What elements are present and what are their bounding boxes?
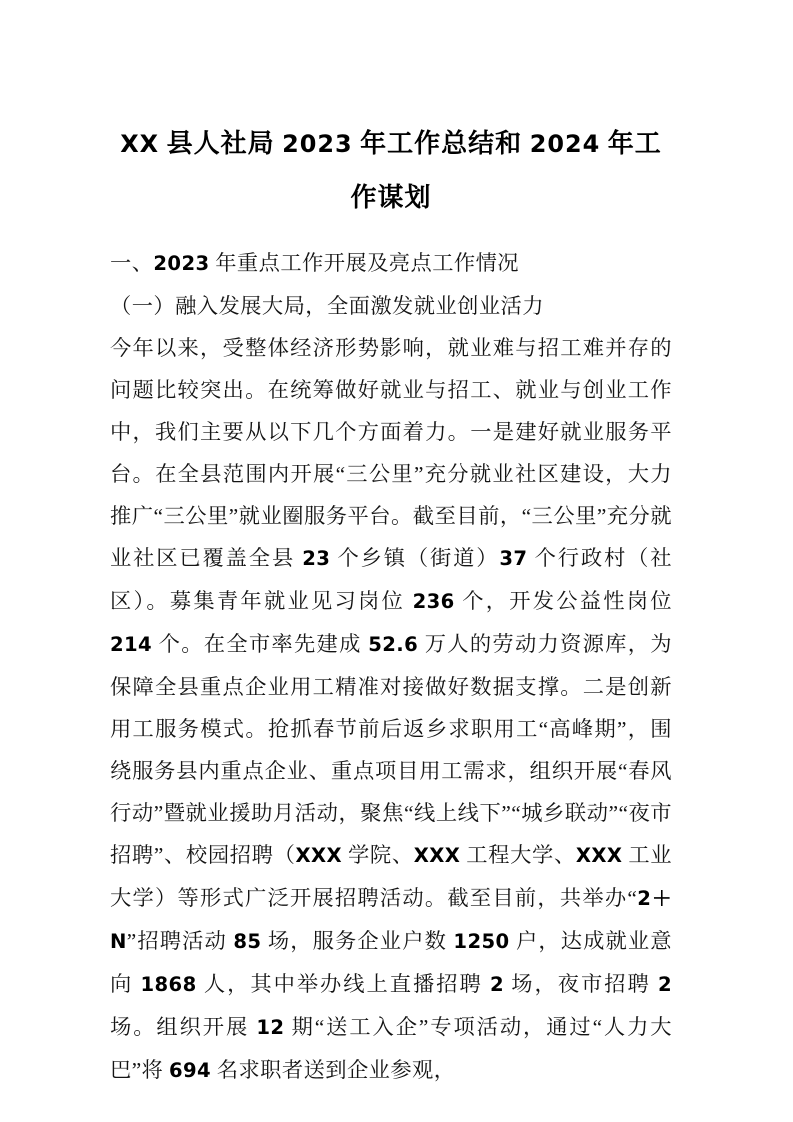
subsection-heading: （一）融入发展大局，全面激发就业创业活力: [110, 294, 544, 318]
document-body: [110, 242, 672, 1092]
body-paragraph: 今年以来，受整体经济形势影响，就业难与招工难并存的问题比较突出。在统筹做好就业与招工、就业与创业工作中，我们主要从以下几个方面着力。一是建好就业服务平台。在全县范围内开展“三公里”充分就业社区建设，大力推广“三公里”就业圈服务平台。截至目前，“三公里”充分就业社区已覆盖全县 23 个乡镇（街道）37 个行政村（社区）。募集青年就业见习岗位 236 个，开发公益性岗位 214 个。在全市率先建成 52.6 万人的劳动力资源库，为保障全县重点企业用工精准对接做好数据支撑。二是创新用工服务模式。抢抓春节前后返乡求职用工“高峰期”，围绕服务县内重点企业、重点项目用工需求，组织开展“春风行动”暨就业援助月活动，聚焦“线上线下”“城乡联动”“夜市招聘”、校园招聘（XXX 学院、XXX 工程大学、XXX 工业大学）等形式广泛开展招聘活动。截至目前，共举办“2＋N”招聘活动 85 场，服务企业户数 1250 户，达成就业意向 1868 人，其中举办线上直播招聘 2 场，夜市招聘 2 场。组织开展 12 期“送工入企”专项活动，通过“人力大巴”将 694 名求职者送到企业参观，: [110, 336, 673, 1082]
latin-run: 2024: [529, 130, 601, 158]
latin-run: 2＋N: [110, 887, 672, 953]
latin-run: 214: [110, 633, 153, 656]
latin-run: 2: [658, 973, 673, 996]
document-title: [110, 117, 672, 225]
latin-run: 2: [490, 973, 505, 996]
latin-run: 23: [302, 547, 331, 570]
section-heading: 一、2023 年重点工作开展及亮点工作情况: [110, 251, 519, 275]
latin-run: 2023: [153, 252, 210, 275]
latin-run: 236: [412, 590, 455, 613]
latin-run: XXX: [413, 844, 461, 867]
latin-run: XXX: [295, 844, 343, 867]
document-title-line: 作谋划: [350, 183, 432, 212]
latin-run: 52.6: [368, 633, 419, 656]
latin-run: 1250: [453, 930, 510, 953]
latin-run: XXX: [575, 844, 623, 867]
latin-run: 2023: [282, 130, 353, 158]
latin-run: 85: [233, 930, 262, 953]
latin-run: 12: [256, 1016, 285, 1039]
document-title-line: XX 县人社局 2023 年工作总结和 2024 年工: [120, 129, 662, 158]
latin-run: 37: [499, 547, 528, 570]
latin-run: XX: [120, 130, 160, 158]
latin-run: 694: [168, 1059, 212, 1082]
latin-run: 1868: [140, 973, 197, 996]
